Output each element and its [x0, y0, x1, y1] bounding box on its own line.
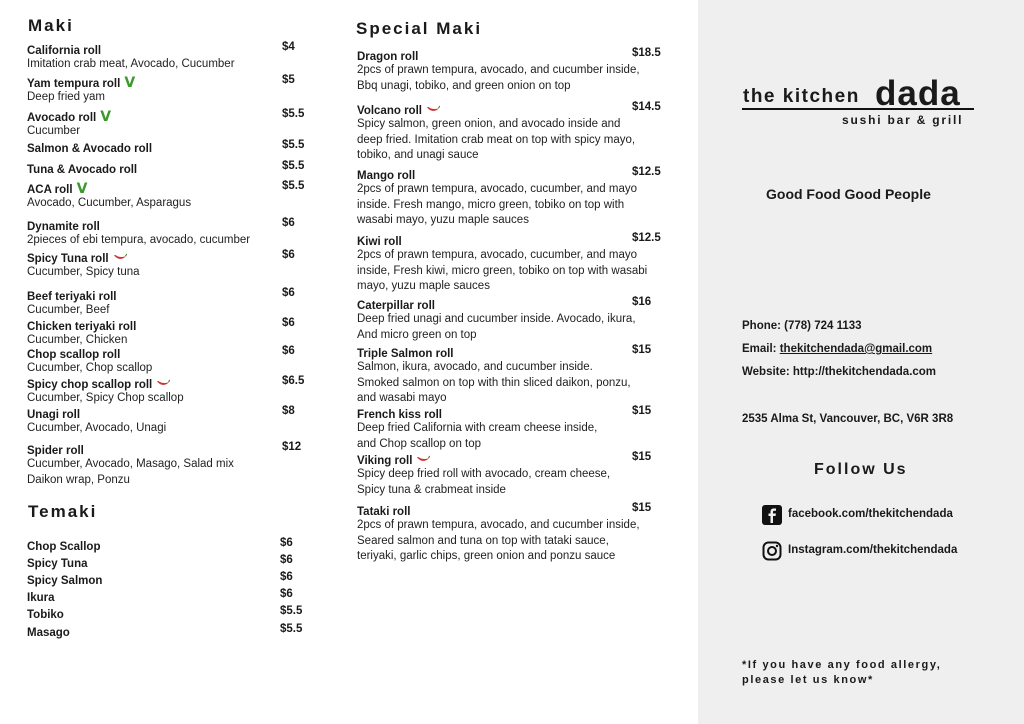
- item-description: 2pcs of prawn tempura, avocado, cucumber, and mayo: [357, 183, 637, 195]
- temaki-title: Temaki: [28, 502, 98, 521]
- temaki-item: [27, 537, 327, 553]
- item-price: $6: [280, 554, 293, 566]
- item-name: Spicy Salmon: [27, 575, 103, 587]
- item-price: $12.5: [632, 166, 661, 178]
- special-maki-item: [357, 47, 687, 94]
- item-description: Bbq unagi, tobiko, and green onion on top: [357, 79, 571, 92]
- phone: Phone: (778) 724 1133: [742, 320, 862, 332]
- address: 2535 Alma St, Vancouver, BC, V6R 3R8: [742, 413, 954, 425]
- special-maki-item: [357, 166, 687, 229]
- item-name: Spicy chop scallop roll: [27, 379, 153, 391]
- item-description: Cucumber, Chop scallop: [27, 362, 153, 374]
- item-description: Daikon wrap, Ponzu: [27, 473, 130, 486]
- item-description: Cucumber, Avocado, Unagi: [27, 422, 167, 434]
- item-name: Tuna & Avocado roll: [27, 164, 138, 176]
- maki-title: Maki: [28, 16, 74, 35]
- item-name: Spicy Tuna: [27, 558, 88, 570]
- vegetarian-icon: V: [100, 109, 112, 125]
- special-maki-item: [357, 101, 687, 164]
- spicy-pepper-icon: [113, 253, 127, 262]
- item-description: inside. Fresh mango, micro green, tobiko on top with: [357, 198, 625, 211]
- item-name: Triple Salmon roll: [357, 348, 454, 360]
- maki-item: [27, 345, 327, 377]
- item-name: Tataki roll: [357, 506, 411, 518]
- special-maki-item: [357, 451, 687, 498]
- instagram-link[interactable]: Instagram.com/thekitchendada: [788, 544, 958, 556]
- item-price: $5: [282, 74, 295, 86]
- item-name: Ikura: [27, 592, 55, 604]
- item-name: California roll: [27, 45, 102, 57]
- item-price: $5.5: [282, 139, 305, 151]
- item-description: Seared salmon and tuna on top with tataki sauce,: [357, 534, 609, 547]
- item-name: Volcano roll: [357, 105, 422, 117]
- item-name: Salmon & Avocado roll: [27, 143, 153, 155]
- maki-item: [27, 441, 327, 488]
- item-description: 2pcs of prawn tempura, avocado, and cucumber inside,: [357, 64, 640, 76]
- maki-item: [27, 139, 327, 155]
- temaki-item: [27, 554, 327, 570]
- item-name: Unagi roll: [27, 409, 81, 421]
- item-price: $5.5: [282, 160, 305, 172]
- email-row: [742, 343, 932, 355]
- item-price: $6: [282, 287, 295, 299]
- item-description: Cucumber, Spicy tuna: [27, 266, 140, 278]
- facebook-icon: [762, 505, 782, 525]
- item-description: Cucumber, Avocado, Masago, Salad mix: [27, 458, 234, 470]
- item-description: Imitation crab meat, Avocado, Cucumber: [27, 58, 235, 70]
- item-description: Spicy deep fried roll with avocado, cream cheese,: [357, 468, 611, 480]
- item-name: Masago: [27, 627, 70, 639]
- temaki-item: [27, 588, 327, 604]
- special-maki-title: Special Maki: [356, 19, 483, 38]
- item-price: $4: [282, 41, 295, 53]
- item-description: and wasabi mayo: [357, 392, 447, 404]
- item-price: $5.5: [282, 180, 305, 192]
- vegetarian-icon: V: [124, 75, 136, 91]
- item-name: Spicy Tuna roll: [27, 253, 109, 265]
- item-price: $16: [632, 296, 652, 308]
- item-price: $6: [280, 588, 293, 600]
- slogan: Good Food Good People: [766, 186, 931, 202]
- item-description: deep fried. Imitation crab meat on top with spicy mayo,: [357, 133, 636, 146]
- temaki-item: [27, 571, 327, 587]
- item-price: $15: [632, 405, 652, 417]
- item-description: mayo, yuzu maple sauces: [357, 280, 490, 292]
- vegetarian-icon: V: [76, 181, 88, 197]
- email-link[interactable]: thekitchendada@gmail.com: [779, 343, 933, 355]
- item-description: Deep fried unagi and cucumber inside. Avocado, ikura,: [357, 313, 636, 325]
- item-description: Spicy tuna & crabmeat inside: [357, 483, 506, 496]
- maki-item: [27, 287, 327, 319]
- item-name: Spider roll: [27, 445, 84, 457]
- item-price: $12.5: [632, 232, 661, 244]
- item-price: $6: [282, 217, 295, 229]
- brand-the-kitchen: the kitchen: [743, 86, 860, 107]
- allergy-note-line: *If you have any food allergy,: [742, 659, 942, 671]
- item-price: $6: [280, 537, 293, 549]
- item-price: $15: [632, 502, 652, 514]
- special-maki-item: [357, 296, 687, 343]
- facebook-link[interactable]: facebook.com/thekitchendada: [788, 508, 953, 520]
- instagram-icon: [762, 541, 782, 561]
- maki-item: [27, 160, 327, 176]
- item-description: inside, Fresh kiwi, micro green, tobiko on top with wasabi: [357, 264, 648, 277]
- item-name: Dragon roll: [357, 51, 419, 63]
- item-name: Yam tempura roll: [27, 78, 121, 90]
- item-price: $14.5: [632, 101, 661, 113]
- item-price: $12: [282, 441, 302, 453]
- item-price: $6.5: [282, 375, 305, 387]
- special-maki-item: [357, 405, 687, 452]
- brand-dada: dada: [875, 74, 961, 113]
- special-maki-item: [357, 344, 687, 407]
- email-label: Email:: [742, 343, 780, 355]
- item-description: tobiko, and unagi sauce: [357, 149, 479, 161]
- info-panel: [698, 0, 1024, 724]
- item-price: $18.5: [632, 47, 661, 59]
- maki-item: [27, 74, 327, 106]
- maki-item: [27, 217, 327, 249]
- item-name: Caterpillar roll: [357, 300, 435, 312]
- item-description: Avocado, Cucumber, Asparagus: [27, 197, 192, 209]
- item-name: Dynamite roll: [27, 221, 100, 233]
- spicy-pepper-icon: [416, 455, 430, 464]
- allergy-note-line: please let us know*: [742, 674, 874, 686]
- allergy-note: [742, 658, 941, 688]
- item-name: French kiss roll: [357, 409, 443, 421]
- item-name: Tobiko: [27, 609, 64, 621]
- item-description: Deep fried California with cream cheese inside,: [357, 422, 598, 434]
- maki-item: [27, 108, 327, 140]
- item-name: Chop Scallop: [27, 541, 101, 553]
- item-price: $5.5: [280, 623, 303, 635]
- temaki-item: [27, 605, 327, 621]
- spicy-pepper-icon: [426, 105, 440, 114]
- maki-item: [27, 249, 327, 281]
- maki-item: [27, 180, 327, 212]
- item-price: $5.5: [282, 108, 305, 120]
- item-price: $6: [282, 345, 295, 357]
- brand-subtitle: sushi bar & grill: [842, 113, 964, 127]
- item-name: Viking roll: [357, 455, 413, 467]
- special-maki-item: [357, 232, 687, 295]
- website[interactable]: Website: http://thekitchendada.com: [742, 366, 937, 378]
- item-price: $15: [632, 344, 652, 356]
- item-name: ACA roll: [27, 184, 73, 196]
- item-price: $8: [282, 405, 295, 417]
- temaki-item: [27, 623, 327, 639]
- item-description: Cucumber, Chicken: [27, 334, 128, 346]
- item-description: Salmon, ikura, avocado, and cucumber inside.: [357, 361, 593, 373]
- item-description: 2pieces of ebi tempura, avocado, cucumber: [27, 234, 251, 246]
- item-name: Kiwi roll: [357, 236, 402, 248]
- item-name: Avocado roll: [27, 112, 97, 124]
- item-description: Spicy salmon, green onion, and avocado inside and: [357, 118, 621, 130]
- item-description: wasabi mayo, yuzu maple sauces: [357, 214, 529, 226]
- item-price: $6: [282, 249, 295, 261]
- maki-item: [27, 405, 327, 437]
- item-name: Chop scallop roll: [27, 349, 121, 361]
- item-price: $5.5: [280, 605, 303, 617]
- item-description: and Chop scallop on top: [357, 437, 482, 450]
- item-description: Deep fried yam: [27, 91, 105, 103]
- item-name: Beef teriyaki roll: [27, 291, 117, 303]
- item-description: And micro green on top: [357, 328, 477, 341]
- item-price: $6: [282, 317, 295, 329]
- item-description: Cucumber: [27, 125, 81, 137]
- item-description: 2pcs of prawn tempura, avocado, and cucumber inside,: [357, 519, 640, 531]
- item-description: Cucumber, Beef: [27, 304, 110, 316]
- special-maki-item: [357, 502, 687, 565]
- brand-logo: [742, 74, 974, 113]
- item-price: $6: [280, 571, 293, 583]
- maki-item: [27, 41, 327, 73]
- item-price: $15: [632, 451, 652, 463]
- follow-us-title: Follow Us: [814, 461, 908, 478]
- spicy-pepper-icon: [156, 379, 170, 388]
- item-name: Mango roll: [357, 170, 416, 182]
- item-description: Smoked salmon on top with thin sliced daikon, ponzu,: [357, 376, 631, 389]
- item-description: 2pcs of prawn tempura, avocado, cucumber, and mayo: [357, 249, 637, 261]
- item-description: teriyaki, garlic chips, green onion and ponzu sauce: [357, 550, 616, 562]
- maki-item: [27, 317, 327, 349]
- maki-item: [27, 375, 327, 407]
- item-name: Chicken teriyaki roll: [27, 321, 137, 333]
- item-description: Cucumber, Spicy Chop scallop: [27, 392, 184, 404]
